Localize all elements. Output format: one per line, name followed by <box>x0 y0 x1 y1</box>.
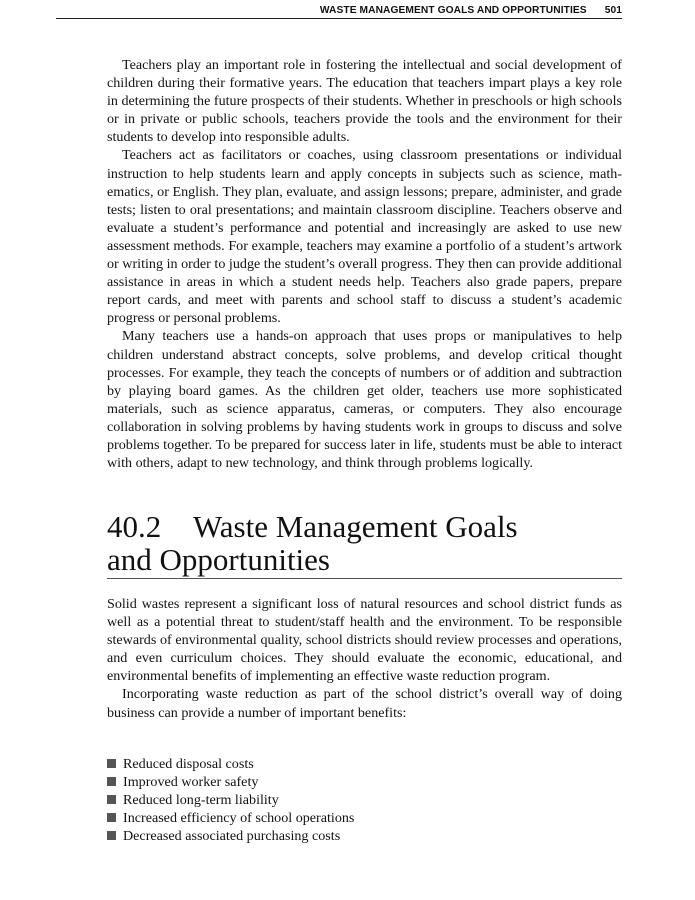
section-number: 40.2 <box>107 509 162 544</box>
square-bullet-icon <box>107 813 116 822</box>
section-title-line1: Waste Management Goals <box>193 509 518 544</box>
benefits-list <box>107 755 354 845</box>
list-item-text: Decreased associated purchasing costs <box>123 828 341 845</box>
paragraph: Teachers act as facilitators or coaches, using classroom presentations or individual instruction to help students learn and apply concepts in subjects such as science, mathematics, or English. They plan, evaluate, and assign lessons; prepare, administer, and grade tests; listen to oral presentations; and maintain classroom discipline. Teachers observe and evaluate a student’s performance and potential and increasingly are asked to use new assessment methods. For example, teachers may examine a portfolio of a student’s artwork or writing in order to judge the student’s overall progress. They then can provide additional assistance in areas in which a student needs help. Teachers also grade papers, prepare report cards, and meet with parents and school staff to discuss a student’s academic progress or personal problems. <box>107 147 622 327</box>
paragraph: Many teachers use a hands-on approach that uses props or manipulatives to help children understand abstract concepts, solve problems, and develop critical thought processes. For example, they teach the concepts of numbers or of addition and subtraction by playing board games. As the children get older, teachers use more sophisticated materials, such as science apparatus, cameras, or computers. They also encourage collaboration in solving problems by having students work in groups to discuss and solve problems together. To be prepared for success later in life, students must be able to interact with others, adapt to new technology, and think through problems logically. <box>107 328 622 472</box>
list-item <box>107 755 354 773</box>
paragraph: Incorporating waste reduction as part of the school district’s overall way of doing business can provide a number of important benefits: <box>107 686 622 721</box>
running-head-title: WASTE MANAGEMENT GOALS AND OPPORTUNITIES <box>319 5 587 16</box>
square-bullet-icon <box>107 795 116 804</box>
section-text <box>107 595 622 722</box>
square-bullet-icon <box>107 759 116 768</box>
list-item-text: Reduced long-term liability <box>123 792 279 809</box>
running-head <box>56 4 622 19</box>
square-bullet-icon <box>107 831 116 840</box>
square-bullet-icon <box>107 777 116 786</box>
list-item <box>107 809 354 827</box>
list-item-text: Improved worker safety <box>123 774 259 791</box>
list-item-text: Increased efficiency of school operations <box>123 810 355 827</box>
page-number: 501 <box>604 5 622 16</box>
list-item <box>107 827 354 845</box>
paragraph: Teachers play an important role in fostering the intellectual and social development of children during their formative years. The education that teachers impart plays a key role in determining the future prospects of their students. Whether in preschools or high schools or in private or public schools, teachers provide the tools and the environment for their students to develop into responsible adults. <box>107 57 622 146</box>
paragraph: Solid wastes represent a significant loss of natural resources and school district funds as well as a potential threat to student/staff health and the environment. To be responsible stewards of environmental quality, school districts should review processes and operations, and even curriculum choices. They should evaluate the economic, educational, and environmental benefits of implementing an effective waste reduction program. <box>107 596 622 685</box>
teachers-text <box>107 56 622 472</box>
list-item-text: Reduced disposal costs <box>123 756 254 772</box>
section-title-line2: and Opportunities <box>107 542 330 577</box>
section-heading <box>107 510 622 579</box>
list-item <box>107 791 354 809</box>
list-item <box>107 773 354 791</box>
